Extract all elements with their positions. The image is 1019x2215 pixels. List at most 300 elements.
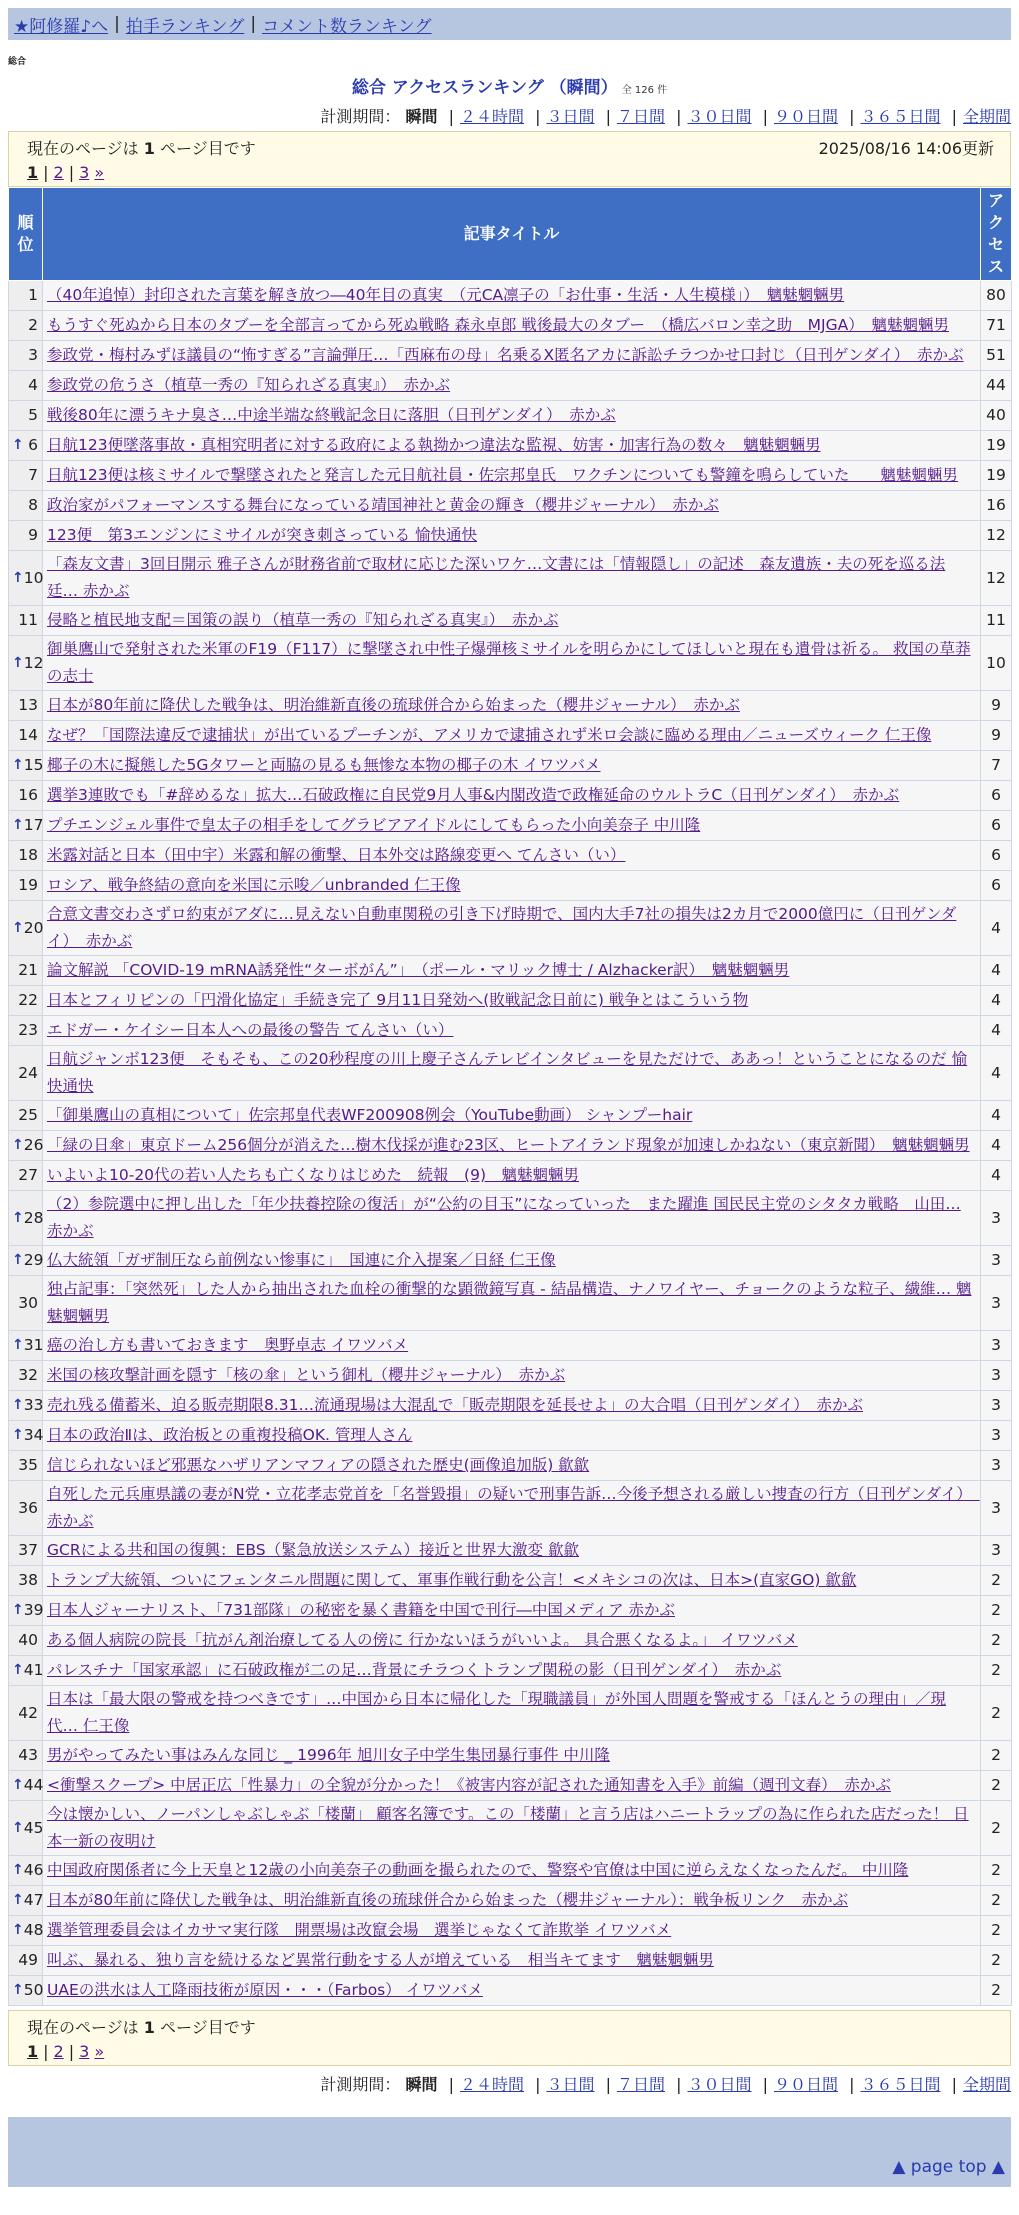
access-count: 40 (981, 401, 1012, 431)
up-arrow-icon: ↑ (12, 1922, 24, 1938)
title-cell (43, 1686, 981, 1741)
period-option-30d[interactable]: ３０日間 (687, 107, 752, 126)
rank-number: 7 (28, 466, 38, 484)
title-cell (43, 1016, 981, 1046)
title-cell (43, 1886, 981, 1916)
table-row (9, 1046, 1012, 1101)
rank-cell (9, 1741, 43, 1771)
title-cell (43, 1976, 981, 2006)
rank-number: 42 (18, 1703, 38, 1722)
article-link[interactable]: 「御巣鷹山の真相について」佐宗邦皇代表WF200908例会（YouTube動画） シャンプーhair (47, 1106, 693, 1124)
title-cell (43, 551, 981, 606)
rank-cell (9, 1046, 43, 1101)
table-row (9, 1801, 1012, 1856)
access-count: 3 (981, 1331, 1012, 1361)
article-link[interactable]: 参政党の危うさ（植草一秀の『知られざる真実』） 赤かぶ (47, 376, 451, 394)
rank-cell (9, 841, 43, 871)
article-link[interactable]: 日航ジャンボ123便 そもそも、この20秒程度の川上慶子さんテレビインタビューを見ただけで、ああっ！ということになるのだ 愉快通快 (47, 1050, 968, 1095)
access-count: 12 (981, 551, 1012, 606)
table-row (9, 691, 1012, 721)
access-count: 2 (981, 1566, 1012, 1596)
rank-number: 29 (23, 1251, 44, 1269)
article-link[interactable]: 米露対話と日本（田中宇）米露和解の衝撃、日本外交は路線変更へ てんさい（い） (47, 846, 626, 864)
article-link[interactable]: 戦後80年に漂うキナ臭さ…中途半端な終戦記念日に落胆（日刊ゲンダイ） 赤かぶ (47, 406, 616, 424)
article-link[interactable]: 信じられないほど邪悪なハザリアンマフィアの隠された歴史(画像追加版) 歙歙 (47, 1456, 590, 1474)
article-link[interactable]: 男がやってみたい事はみんな同じ _ 1996年 旭川女子中学生集団暴行事件 中川隆 (47, 1746, 610, 1764)
rank-number: 25 (18, 1106, 38, 1124)
rank-number: 33 (23, 1396, 44, 1414)
total-count: 全 126 件 (621, 85, 668, 96)
article-link[interactable]: パレスチナ「国家承認」に石破政権が二の足…背景にチラつくトランプ関税の影（日刊ゲンダイ） 赤かぶ (47, 1661, 782, 1679)
article-link[interactable]: 御巣鷹山で発射された米軍のF19（F117）に撃墜され中性子爆弾核ミサイルを明らかにしてほしいと現在も遺骨は祈る。 救国の草莽の志士 (47, 640, 971, 685)
rank-cell (9, 781, 43, 811)
up-arrow-icon: ↑ (12, 437, 24, 453)
table-row (9, 1246, 1012, 1276)
table-row (9, 901, 1012, 956)
rank-number: 43 (18, 1746, 38, 1764)
title-cell (43, 606, 981, 636)
title-cell (43, 1161, 981, 1191)
article-link[interactable]: <衝撃スクープ> 中居正広「性暴力」の全貌が分かった！《被害内容が記された通知書を入手》前編（週刊文春） 赤かぶ (47, 1776, 891, 1794)
title-cell (43, 1131, 981, 1161)
period-selector-bottom: 計測期間： 瞬間 | ２４時間 | ３日間 | ７日間 | ３０日間 | ９０日間 | ３６５日間 | 全期間 (320, 2075, 1011, 2094)
article-link[interactable]: 米国の核攻撃計画を隠す「核の傘」という御札（櫻井ジャーナル） 赤かぶ (47, 1366, 566, 1384)
title-cell (43, 1276, 981, 1331)
access-count: 2 (981, 1916, 1012, 1946)
access-count: 6 (981, 781, 1012, 811)
period-option-365d[interactable]: ３６５日間 (860, 107, 941, 126)
access-count: 6 (981, 871, 1012, 901)
access-count: 3 (981, 1246, 1012, 1276)
rank-cell (9, 1771, 43, 1801)
rank-number: 12 (23, 653, 44, 672)
rank-cell (9, 551, 43, 606)
access-count: 2 (981, 1741, 1012, 1771)
article-link[interactable]: 参政党・梅村みずほ議員の“怖すぎる”言論弾圧…「西麻布の母」名乗るX匿名アカに訴訟チラつかせ口封じ（日刊ゲンダイ） 赤かぶ (47, 346, 964, 364)
article-link[interactable]: 癌の治し方も書いておきます 奥野卓志 イワツバメ (47, 1336, 409, 1354)
title-cell (43, 1741, 981, 1771)
period-current: 瞬間 (405, 2075, 438, 2094)
current-page-text: 現在のページは 1 ページ目です (27, 139, 256, 158)
rank-number: 50 (23, 1981, 44, 1999)
article-link[interactable]: エドガー・ケイシー日本人への最後の警告 てんさい（い） (47, 1021, 454, 1039)
rank-number: 37 (18, 1541, 38, 1559)
rank-number: 14 (18, 726, 38, 744)
pager-bottom (8, 2010, 1011, 2066)
ranking-rows (9, 281, 1012, 2006)
rank-cell (9, 956, 43, 986)
table-row (9, 431, 1012, 461)
title-cell (43, 1246, 981, 1276)
rank-number: 27 (18, 1166, 38, 1184)
title-cell (43, 1856, 981, 1886)
access-count: 4 (981, 901, 1012, 956)
rank-cell (9, 1361, 43, 1391)
pager-top (8, 131, 1011, 187)
title-cell (43, 281, 981, 311)
article-link[interactable]: 日航123便は核ミサイルで撃墜されたと発言した元日航社員・佐宗邦皇氏 ワクチンについても警鐘を鳴らしていた 魑魅魍魎男 (47, 466, 958, 484)
access-count: 2 (981, 1856, 1012, 1886)
article-link[interactable]: 叫ぶ、暴れる、独り言を続けるなど異常行動をする人が増えている 相当キてます 魑魅魍魎男 (47, 1951, 714, 1969)
period-option-24h[interactable]: ２４時間 (459, 2075, 524, 2094)
up-arrow-icon: ↑ (12, 1892, 24, 1908)
rank-cell (9, 1246, 43, 1276)
period-option-all[interactable]: 全期間 (962, 107, 1011, 126)
up-arrow-icon: ↑ (12, 919, 24, 936)
article-link[interactable]: プチエンジェル事件で皇太子の相手をしてグラビアアイドルにしてもらった小向美奈子 中川隆 (47, 816, 701, 834)
table-row (9, 1451, 1012, 1481)
up-arrow-icon: ↑ (12, 1819, 24, 1836)
page-title-line (0, 73, 1019, 98)
article-link[interactable]: 日航123便墜落事故・真相究明者に対する政府による執拗かつ違法な監視、妨害・加害行為の数々 魑魅魍魎男 (47, 436, 821, 454)
access-count: 19 (981, 461, 1012, 491)
period-option-365d[interactable]: ３６５日間 (860, 2075, 941, 2094)
title-cell (43, 521, 981, 551)
table-row (9, 281, 1012, 311)
access-count: 9 (981, 691, 1012, 721)
table-row (9, 1566, 1012, 1596)
rank-cell (9, 1656, 43, 1686)
article-link[interactable]: 椰子の木に擬態した5Gタワーと両脇の見るも無惨な本物の椰子の木 イワツバメ (47, 756, 601, 774)
rank-number: 35 (18, 1456, 38, 1474)
table-row (9, 606, 1012, 636)
period-option-24h[interactable]: ２４時間 (459, 107, 524, 126)
table-row (9, 1391, 1012, 1421)
rank-cell (9, 401, 43, 431)
title-cell (43, 461, 981, 491)
rank-number: 36 (18, 1498, 38, 1517)
article-link[interactable]: 今は懐かしい、ノーパンしゃぶしゃぶ「楼蘭」 顧客名簿です。この「楼蘭」と言う店はハニートラップの為に作られた店だった！ 日本一新の夜明け (47, 1805, 969, 1850)
article-link[interactable]: 合意文書交わさずロ約束がアダに…見えない自動車関税の引き下げ時期で、国内大手7社の損失は2カ月で2000億円に（日刊ゲンダイ） 赤かぶ (47, 905, 957, 950)
rank-cell (9, 491, 43, 521)
rank-cell (9, 1016, 43, 1046)
table-row (9, 491, 1012, 521)
up-arrow-icon: ↑ (12, 1982, 24, 1998)
table-row (9, 636, 1012, 691)
ranking-table (8, 187, 1012, 2006)
table-row (9, 1626, 1012, 1656)
title-cell (43, 1421, 981, 1451)
access-count: 4 (981, 1016, 1012, 1046)
rank-number: 8 (28, 496, 38, 514)
rank-cell (9, 751, 43, 781)
up-arrow-icon: ↑ (12, 1862, 24, 1878)
article-link[interactable]: なぜ？「国際法違反で逮捕状」が出ているプーチンが、アメリカで逮捕されず米ロ会談に臨める理由／ニューズウィーク 仁王像 (47, 726, 932, 744)
page-current: 1 (27, 163, 39, 182)
rank-cell (9, 811, 43, 841)
period-option-7d[interactable]: ７日間 (616, 2075, 665, 2094)
period-option-3d[interactable]: ３日間 (546, 107, 595, 126)
table-row (9, 1656, 1012, 1686)
article-link[interactable]: 「緑の日傘」東京ドーム256個分が消えた…樹木伐採が進む23区、ヒートアイランド現象が加速しかねない（東京新聞） 魑魅魍魎男 (47, 1136, 970, 1154)
period-option-3d[interactable]: ３日間 (546, 2075, 595, 2094)
page-current: 1 (27, 2042, 39, 2061)
table-row (9, 1886, 1012, 1916)
title-cell (43, 1946, 981, 1976)
article-link[interactable]: 選挙管理委員会はイカサマ実行隊 開票場は改竄会場 選挙じゃなくて詐欺挙 イワツバメ (47, 1921, 672, 1939)
title-cell (43, 1331, 981, 1361)
col-header-access: アクセス (981, 188, 1012, 281)
rank-cell (9, 691, 43, 721)
article-link[interactable]: 日本が80年前に降伏した戦争は、明治維新直後の琉球併合から始まった（櫻井ジャーナル）：戦争板リンク 赤かぶ (47, 1891, 849, 1909)
table-row (9, 1361, 1012, 1391)
rank-number: 22 (18, 991, 38, 1009)
article-link[interactable]: トランプ大統領、ついにフェンタニル問題に関して、軍事作戦行動を公言！<メキシコの次は、日本>(直家GO) 歙歙 (47, 1571, 857, 1589)
title-cell (43, 401, 981, 431)
up-arrow-icon: ↑ (12, 569, 24, 586)
title-cell (43, 841, 981, 871)
page-link-3[interactable]: 3 (79, 2042, 90, 2061)
top-nav-bar (8, 8, 1011, 40)
article-link[interactable]: 日本は「最大限の警戒を持つべきです」…中国から日本に帰化した「現職議員」が外国人問題を警戒する「ほんとうの理由」／現代… 仁王像 (47, 1690, 947, 1735)
table-row (9, 1131, 1012, 1161)
rank-number: 13 (18, 696, 38, 714)
rank-number: 41 (23, 1661, 44, 1679)
col-header-rank: 順位 (9, 188, 43, 281)
rank-number: 44 (23, 1776, 44, 1794)
rank-cell (9, 1566, 43, 1596)
article-link[interactable]: 侵略と植民地支配＝国策の誤り（植草一秀の『知られざる真実』） 赤かぶ (47, 611, 559, 629)
article-link[interactable]: 仏大統領「ガザ制圧なら前例ない惨事に」 国連に介入提案／日経 仁王像 (47, 1251, 556, 1269)
title-cell (43, 1771, 981, 1801)
table-row (9, 1741, 1012, 1771)
article-link[interactable]: 中国政府関係者に今上天皇と12歳の小向美奈子の動画を撮られたので、警察や官僚は中国に逆らえなくなったんだ。 中川隆 (47, 1861, 909, 1879)
table-row (9, 1481, 1012, 1536)
rank-cell (9, 371, 43, 401)
rank-cell (9, 431, 43, 461)
title-cell (43, 751, 981, 781)
access-count: 44 (981, 371, 1012, 401)
current-page-text: 現在のページは 1 ページ目です (27, 2018, 256, 2037)
rank-cell (9, 1916, 43, 1946)
access-count: 3 (981, 1421, 1012, 1451)
article-link[interactable]: 「森友文書」3回目開示 雅子さんが財務省前で取材に応じた深いワケ…文書には「情報隠し」の記述 森友遺族・夫の死を巡る法廷… 赤かぶ (47, 555, 946, 600)
period-option-90d[interactable]: ９０日間 (773, 107, 838, 126)
access-count: 3 (981, 1191, 1012, 1246)
table-row (9, 1856, 1012, 1886)
rank-number: 47 (23, 1891, 44, 1909)
rank-number: 6 (28, 436, 38, 454)
home-link[interactable]: ★阿修羅♪へ (14, 16, 109, 37)
rank-cell (9, 1626, 43, 1656)
table-row (9, 1536, 1012, 1566)
period-label: 計測期間： (320, 2075, 401, 2094)
up-arrow-icon: ↑ (12, 1602, 24, 1618)
rank-cell (9, 636, 43, 691)
access-count: 3 (981, 1361, 1012, 1391)
rank-number: 31 (23, 1336, 44, 1354)
rank-cell (9, 721, 43, 751)
title-cell (43, 1361, 981, 1391)
rank-number: 1 (28, 286, 38, 304)
up-arrow-icon: ↑ (12, 1397, 24, 1413)
rank-number: 3 (28, 346, 38, 364)
up-arrow-icon: ↑ (12, 1137, 24, 1153)
title-cell (43, 781, 981, 811)
access-count: 2 (981, 1626, 1012, 1656)
title-cell (43, 956, 981, 986)
table-row (9, 1101, 1012, 1131)
rank-cell (9, 1686, 43, 1741)
table-row (9, 781, 1012, 811)
access-count: 80 (981, 281, 1012, 311)
table-row (9, 1161, 1012, 1191)
article-link[interactable]: 選挙3連敗でも「#辞めるな」拡大…石破政権に自民党9月人事&内閣改造で政権延命のウルトラC（日刊ゲンダイ） 赤かぶ (47, 786, 900, 804)
rank-cell (9, 1161, 43, 1191)
clap-ranking-link[interactable]: 拍手ランキング (125, 16, 245, 37)
rank-cell (9, 311, 43, 341)
rank-number: 2 (28, 316, 38, 334)
table-row (9, 1016, 1012, 1046)
rank-cell (9, 341, 43, 371)
title-cell (43, 691, 981, 721)
rank-cell (9, 901, 43, 956)
access-count: 2 (981, 1886, 1012, 1916)
table-row (9, 401, 1012, 431)
access-count: 4 (981, 956, 1012, 986)
rank-number: 48 (23, 1921, 44, 1939)
period-option-all[interactable]: 全期間 (962, 2075, 1011, 2094)
rank-number: 28 (23, 1208, 44, 1227)
table-row (9, 341, 1012, 371)
title-cell (43, 1596, 981, 1626)
period-option-90d[interactable]: ９０日間 (773, 2075, 838, 2094)
rank-number: 39 (23, 1601, 44, 1619)
article-link[interactable]: 日本の政治Ⅱは、政治板との重複投稿OK. 管理人さん (47, 1426, 413, 1444)
article-link[interactable]: ある個人病院の院長「抗がん剤治療してる人の傍に 行かないほうがいいよ。 具合悪くなるよ。」 イワツバメ (47, 1631, 798, 1649)
rank-cell (9, 1451, 43, 1481)
title-cell (43, 1536, 981, 1566)
table-row (9, 1331, 1012, 1361)
access-count: 16 (981, 491, 1012, 521)
title-cell (43, 1101, 981, 1131)
page-next-link[interactable]: » (94, 2042, 105, 2061)
access-count: 3 (981, 1481, 1012, 1536)
rank-number: 34 (23, 1426, 44, 1444)
rank-number: 24 (18, 1063, 38, 1082)
table-row (9, 461, 1012, 491)
access-count: 6 (981, 841, 1012, 871)
rank-cell (9, 986, 43, 1016)
title-cell (43, 1451, 981, 1481)
access-count: 2 (981, 1771, 1012, 1801)
page-link-2[interactable]: 2 (53, 2042, 64, 2061)
table-row (9, 1916, 1012, 1946)
table-row (9, 956, 1012, 986)
rank-cell (9, 1276, 43, 1331)
rank-number: 10 (23, 568, 44, 587)
article-link[interactable]: 日本とフィリピンの「円滑化協定」手続き完了 9月11日発効へ(敗戦記念日前に) 戦争とはこういう物 (47, 991, 749, 1009)
article-link[interactable]: 自死した元兵庫県議の妻がN党・立花孝志党首を「名誉毀損」の疑いで刑事告訴…今後予想される厳しい捜査の行方（日刊ゲンダイ） 赤かぶ (47, 1485, 980, 1530)
table-row (9, 871, 1012, 901)
article-link[interactable]: 独占記事：「突然死」した人から抽出された血栓の衝撃的な顕微鏡写真 - 結晶構造、ナノワイヤー、チョークのような粒子、繊維… 魑魅魍魎男 (47, 1280, 972, 1325)
period-label: 計測期間： (320, 107, 401, 126)
table-row (9, 986, 1012, 1016)
title-cell (43, 1046, 981, 1101)
rank-number: 17 (23, 816, 44, 834)
page-next-link[interactable]: » (94, 163, 105, 182)
article-link[interactable]: 日本人ジャーナリスト、「731部隊」の秘密を暴く書籍を中国で刊行―中国メディア 赤かぶ (47, 1601, 676, 1619)
period-selector-top: 計測期間： 瞬間 | ２４時間 | ３日間 | ７日間 | ３０日間 | ９０日間 | ３６５日間 | 全期間 (320, 107, 1011, 126)
rank-cell (9, 1856, 43, 1886)
article-link[interactable]: GCRによる共和国の復興：EBS（緊急放送システム）接近と世界大激変 歙歙 (47, 1541, 579, 1559)
up-arrow-icon: ↑ (12, 1337, 24, 1353)
rank-number: 45 (23, 1818, 44, 1837)
access-count: 19 (981, 431, 1012, 461)
table-row (9, 371, 1012, 401)
updated-timestamp: 2025/08/16 14:06更新 (818, 139, 994, 158)
article-link[interactable]: 売れ残る備蓄米、迫る販売期限8.31…流通現場は大混乱で「販売期限を延長せよ」の大合唱（日刊ゲンダイ） 赤かぶ (47, 1396, 864, 1414)
page-top-link[interactable]: ▲ page top ▲ (892, 2157, 1005, 2177)
title-cell (43, 986, 981, 1016)
article-link[interactable]: 123便 第3エンジンにミサイルが突き刺さっている 愉快通快 (47, 526, 478, 544)
rank-cell (9, 1536, 43, 1566)
page-title: 総合 アクセスランキング （瞬間） (351, 78, 618, 98)
table-row (9, 1276, 1012, 1331)
title-cell (43, 371, 981, 401)
article-link[interactable]: ロシア、戦争終結の意向を米国に示唆／unbranded 仁王像 (47, 876, 461, 894)
rank-number: 40 (18, 1631, 38, 1649)
up-arrow-icon: ↑ (12, 1662, 24, 1678)
article-link[interactable]: UAEの洪水は人工降雨技術が原因・・・（Farbos） イワツバメ (47, 1981, 483, 1999)
article-link[interactable]: 論文解説 「COVID-19 mRNA誘発性“ターボがん”」 （ポール・マリック博士 / Alzhacker訳） 魑魅魍魎男 (47, 961, 790, 979)
article-link[interactable]: いよいよ10-20代の若い人たちも亡くなりはじめた 続報 (9) 魑魅魍魎男 (47, 1166, 579, 1184)
article-link[interactable]: （2）参院選中に押し出した「年少扶養控除の復活」が“公約の目玉”になっていった また躍進 国民民主党のシタタカ戦略 山田… 赤かぶ (47, 1195, 961, 1240)
rank-cell (9, 1331, 43, 1361)
table-row (9, 551, 1012, 606)
article-link[interactable]: 日本が80年前に降伏した戦争は、明治維新直後の琉球併合から始まった（櫻井ジャーナル） 赤かぶ (47, 696, 740, 714)
page-link-2[interactable]: 2 (53, 163, 64, 182)
nav-separator: | (114, 14, 120, 34)
rank-cell (9, 606, 43, 636)
up-arrow-icon: ↑ (12, 1252, 24, 1268)
rank-cell (9, 1191, 43, 1246)
col-header-title: 記事タイトル (43, 188, 981, 281)
table-row (9, 521, 1012, 551)
access-count: 2 (981, 1946, 1012, 1976)
category-tag: 総合 (8, 57, 27, 67)
rank-number: 23 (18, 1021, 38, 1039)
article-link[interactable]: （40年追悼）封印された言葉を解き放つ―40年目の真実 （元CA凛子の「お仕事・生活・人生模様」） 魑魅魍魎男 (47, 286, 845, 304)
rank-cell (9, 1801, 43, 1856)
page-link-3[interactable]: 3 (79, 163, 90, 182)
period-option-30d[interactable]: ３０日間 (687, 2075, 752, 2094)
table-row (9, 1596, 1012, 1626)
title-cell (43, 1656, 981, 1686)
bottom-bar (8, 2117, 1011, 2149)
access-count: 2 (981, 1686, 1012, 1741)
rank-cell (9, 1481, 43, 1536)
article-link[interactable]: もうすぐ死ぬから日本のタブーを全部言ってから死ぬ戦略 森永卓郎 戦後最大のタブー （橋広バロン幸之助 MJGA） 魑魅魍魎男 (47, 316, 949, 334)
table-row (9, 751, 1012, 781)
page-top-link-wrap (892, 2157, 1005, 2215)
access-count: 4 (981, 1131, 1012, 1161)
rank-number: 32 (18, 1366, 38, 1384)
title-cell (43, 431, 981, 461)
table-row (9, 841, 1012, 871)
period-option-7d[interactable]: ７日間 (616, 107, 665, 126)
article-link[interactable]: 政治家がパフォーマンスする舞台になっている靖国神社と黄金の輝き（櫻井ジャーナル） 赤かぶ (47, 496, 719, 514)
up-arrow-icon: ↑ (12, 1777, 24, 1793)
rank-number: 5 (28, 406, 38, 424)
rank-number: 19 (18, 876, 38, 894)
table-row (9, 311, 1012, 341)
rank-number: 49 (18, 1951, 38, 1969)
up-arrow-icon: ↑ (12, 1209, 24, 1226)
access-count: 2 (981, 1801, 1012, 1856)
table-row (9, 1946, 1012, 1976)
comment-ranking-link[interactable]: コメント数ランキング (262, 16, 432, 37)
